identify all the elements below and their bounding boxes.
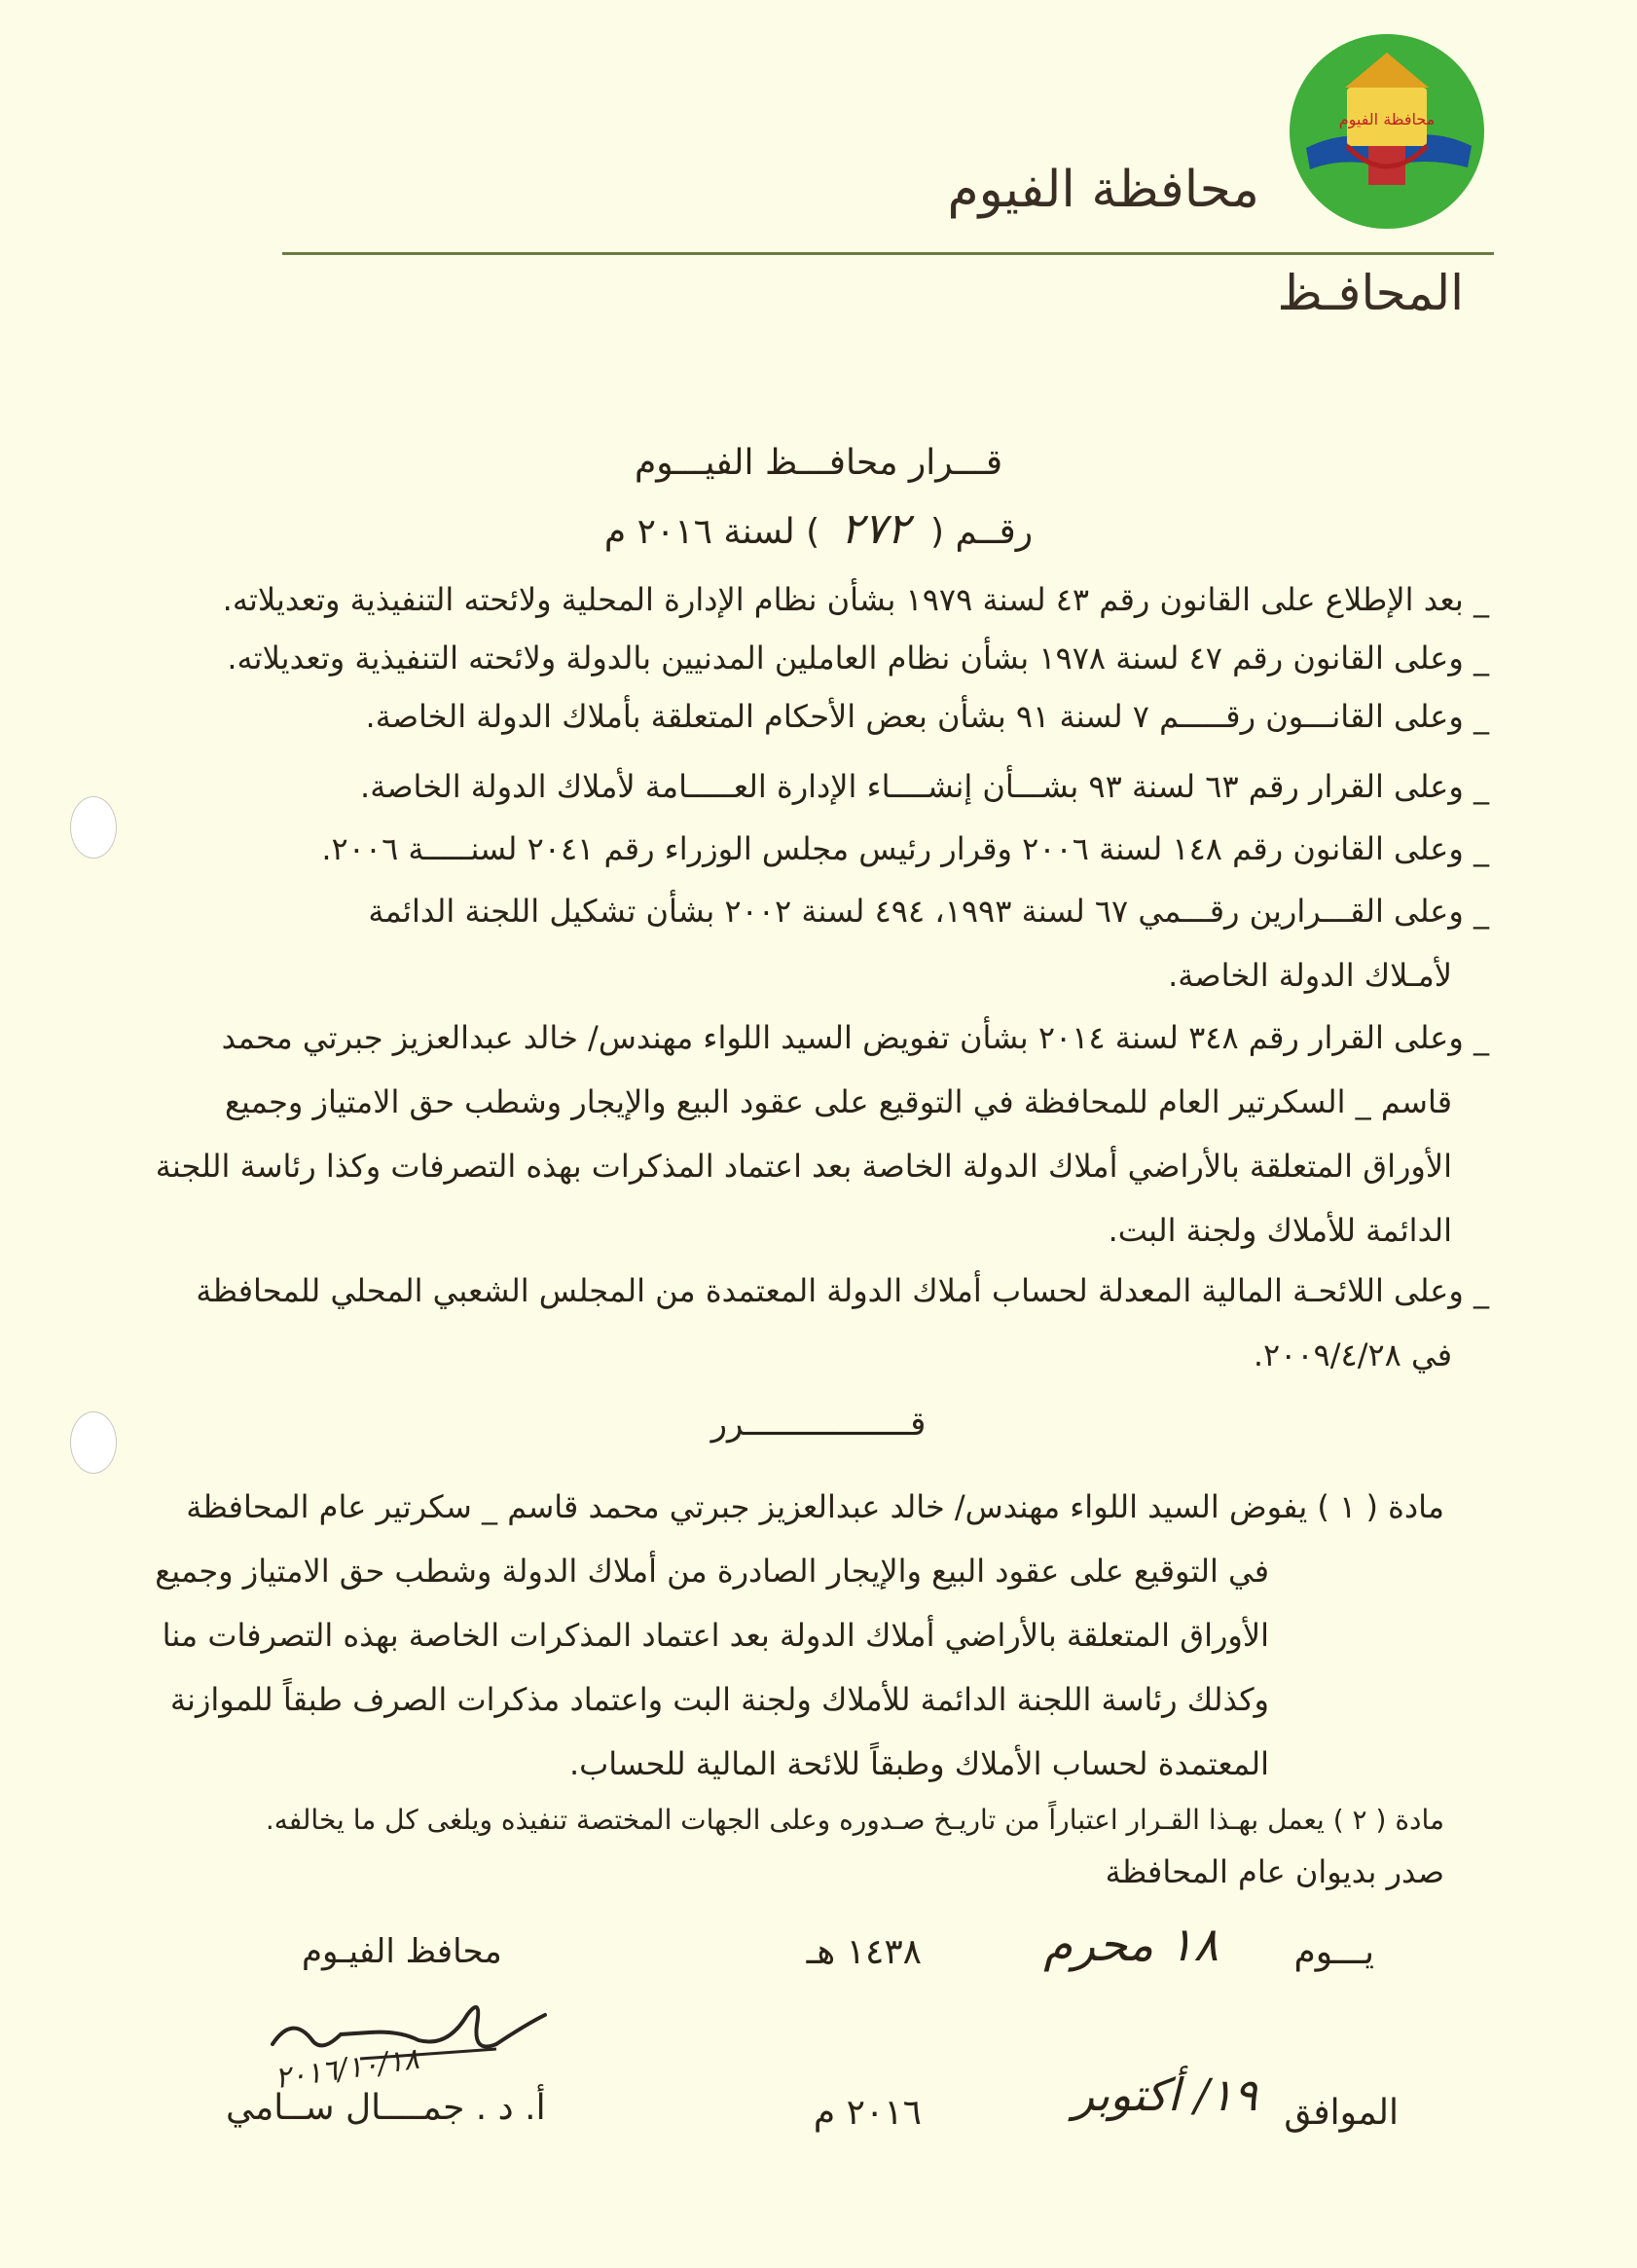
decree-number-suffix: ) لسنة ٢٠١٦ م [603,512,820,552]
article-line: وكذلك رئاسة اللجنة الدائمة للأملاك ولجنة البت واعتماد مذكرات الصرف طبقاً للموازنة [169,1681,1269,1718]
preamble-line: الدائمة للأملاك ولجنة البت. [1108,1212,1452,1249]
preamble-line: _ وعلى القرار رقم ٣٤٨ لسنة ٢٠١٤ بشأن تفويض السيد اللواء مهندس/ خالد عبدالعزيز جبرتي محمد [221,1019,1489,1056]
day-handwritten: ١٨ محرم [1043,1918,1219,1972]
punch-hole-top [70,796,117,859]
preamble-line: _ بعد الإطلاع على القانون رقم ٤٣ لسنة ١٩٧٩ بشأن نظام الإدارة المحلية ولائحته التنفيذية وتعديلاته. [222,581,1489,618]
article-line: مادة ( ٢ ) يعمل بهـذا القـرار اعتباراً من تاريـخ صـدوره وعلى الجهات المختصة تنفيذه ويلغى كل ما يخالفه. [265,1804,1444,1836]
gregorian-year: ٢٠١٦ م [813,2093,922,2133]
header-divider [282,252,1494,255]
article-line: المعتمدة لحساب الأملاك وطبقاً للائحة المالية للحساب. [568,1745,1269,1782]
signature-date: ٢٠١٦/١٠/١٨ [273,2041,421,2097]
article-line: في التوقيع على عقود البيع والإيجار الصادرة من أملاك الدولة وشطب حق الامتياز وجميع [155,1553,1269,1590]
decree-number-prefix: رقــم ( [929,512,1034,552]
preamble-line: لأمـلاك الدولة الخاصة. [1168,957,1452,994]
preamble-line: قاسم _ السكرتير العام للمحافظة في التوقيع على عقود البيع والإيجار وشطب حق الامتياز وجميع [224,1083,1452,1120]
preamble-line: في ٢٠٠٩/٤/٢٨. [1253,1336,1452,1373]
article-line: الأوراق المتعلقة بالأراضي أملاك الدولة بعد اعتماد المذكرات الخاصة بهذه التصرفات منا [162,1617,1269,1654]
governor-label: المحافـظ [1277,265,1464,321]
preamble-line: _ وعلى القانون رقم ١٤٨ لسنة ٢٠٠٦ وقرار رئيس مجلس الوزراء رقم ٢٠٤١ لسنـــــة ٢٠٠٦. [321,830,1489,867]
logo-text: محافظة الفيوم [1338,110,1436,128]
decree-number-handwritten: ٢٧٢ [840,504,910,554]
preamble-line: _ وعلى القـــرارين رقـــمي ٦٧ لسنة ١٩٩٣، ٤٩٤ لسنة ٢٠٠٢ بشأن تشكيل اللجنة الدائمة [368,893,1489,930]
gregorian-handwritten: ١٩/ أكتوبر [1072,2068,1257,2121]
preamble-line: _ وعلى القرار رقم ٦٣ لسنة ٩٣ بشـــأن إنشــــاء الإدارة العـــــامة لأملاك الدولة الخاصة. [360,768,1489,805]
gregorian-label: الموافق [1284,2093,1399,2133]
preamble-line: الأوراق المتعلقة بالأراضي أملاك الدولة الخاصة بعد اعتماد المذكرات بهذه التصرفات وكذا رئاسة اللجنة [155,1148,1452,1185]
article-line: مادة ( ١ ) يفوض السيد اللواء مهندس/ خالد عبدالعزيز جبرتي محمد قاسم _ سكرتير عام المحافظة [186,1488,1444,1525]
preamble-line: _ وعلى القانون رقم ٤٧ لسنة ١٩٧٨ بشأن نظام العاملين المدنيين بالدولة ولائحته التنفيذية وتعديلاته. [227,640,1489,677]
signatory-name: أ. د . جمــــال ســامي [226,2088,546,2128]
signatory-title: محافظ الفيـوم [302,1932,502,1971]
decides-heading: قـــــــــــــــــرر [710,1405,927,1444]
decree-number [0,504,1637,554]
governorate-logo [1287,31,1487,232]
day-label: يـــوم [1293,1932,1374,1972]
hijri-year: ١٤٣٨ هـ [806,1932,922,1972]
decree-title: قـــرار محافـــظ الفيـــوم [634,443,1003,483]
preamble-line: _ وعلى اللائحـة المالية المعدلة لحساب أملاك الدولة المعتمدة من المجلس الشعبي المحلي للمحافظة [196,1272,1489,1309]
preamble-line: _ وعلى القانـــون رقـــــم ٧ لسنة ٩١ بشأن بعض الأحكام المتعلقة بأملاك الدولة الخاصة. [365,698,1489,735]
header-title: محافظة الفيوم [947,161,1259,219]
issued-at: صدر بديوان عام المحافظة [1105,1853,1444,1890]
